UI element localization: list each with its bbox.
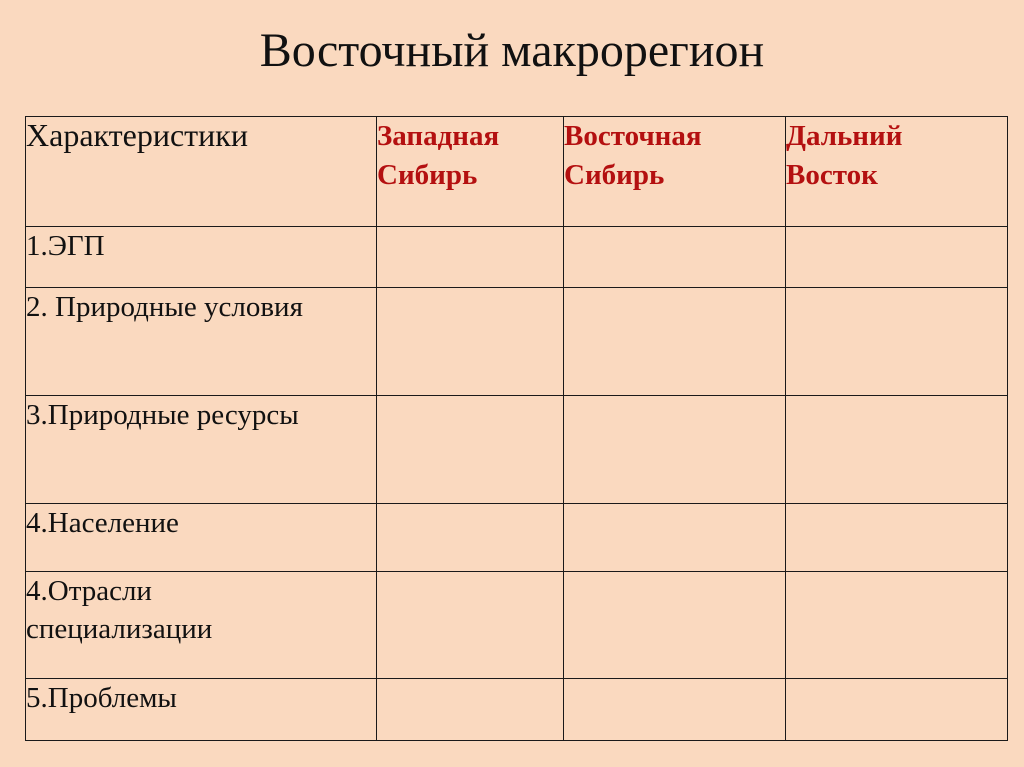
- table-cell: [564, 227, 786, 288]
- table-cell: [564, 396, 786, 504]
- table-cell: [377, 572, 564, 679]
- row-label-line: 2. Природные условия: [26, 291, 303, 323]
- table-cell: [377, 227, 564, 288]
- table-cell: [786, 504, 1008, 572]
- comparison-table: [25, 116, 1008, 741]
- table-cell: [564, 288, 786, 396]
- row-label-natural-resources: [26, 396, 377, 504]
- table-row: [26, 227, 1008, 288]
- row-label-problems: [26, 679, 377, 741]
- row-label-natural-conditions: [26, 288, 377, 396]
- row-label-specialization: [26, 572, 377, 679]
- table-cell: [786, 396, 1008, 504]
- table-header-row: [26, 117, 1008, 227]
- row-label-line: 3.Природные ресурсы: [26, 399, 299, 431]
- header-region-line: Сибирь: [377, 159, 478, 191]
- header-region-line: Восток: [786, 159, 878, 191]
- table-cell: [564, 679, 786, 741]
- header-west-siberia: [377, 117, 564, 227]
- header-characteristics: Характеристики: [26, 117, 377, 227]
- table-cell: [786, 227, 1008, 288]
- row-label-population: [26, 504, 377, 572]
- row-label-line: 4.Население: [26, 507, 179, 539]
- header-east-siberia: [564, 117, 786, 227]
- table-row: [26, 288, 1008, 396]
- page-title: Восточный макрорегион: [259, 24, 765, 77]
- table-cell: [564, 572, 786, 679]
- row-label-line: 4.Отрасли: [26, 575, 152, 607]
- table-row: [26, 396, 1008, 504]
- header-region-line: Дальний: [786, 120, 903, 152]
- table-cell: [377, 679, 564, 741]
- table-cell: [786, 288, 1008, 396]
- header-region-line: Западная: [377, 120, 500, 152]
- row-label-line: специализации: [26, 613, 213, 645]
- table-cell: [786, 572, 1008, 679]
- header-region-line: Восточная: [564, 120, 702, 152]
- table-cell: [564, 504, 786, 572]
- header-far-east: [786, 117, 1008, 227]
- table-cell: [377, 396, 564, 504]
- row-label-line: 1.ЭГП: [26, 230, 105, 262]
- row-label-line: 5.Проблемы: [26, 682, 177, 714]
- table-row: [26, 572, 1008, 679]
- table-cell: [377, 288, 564, 396]
- row-label-egp: [26, 227, 377, 288]
- table-cell: [377, 504, 564, 572]
- table-row: [26, 504, 1008, 572]
- table-row: [26, 679, 1008, 741]
- table-cell: [786, 679, 1008, 741]
- header-region-line: Сибирь: [564, 159, 665, 191]
